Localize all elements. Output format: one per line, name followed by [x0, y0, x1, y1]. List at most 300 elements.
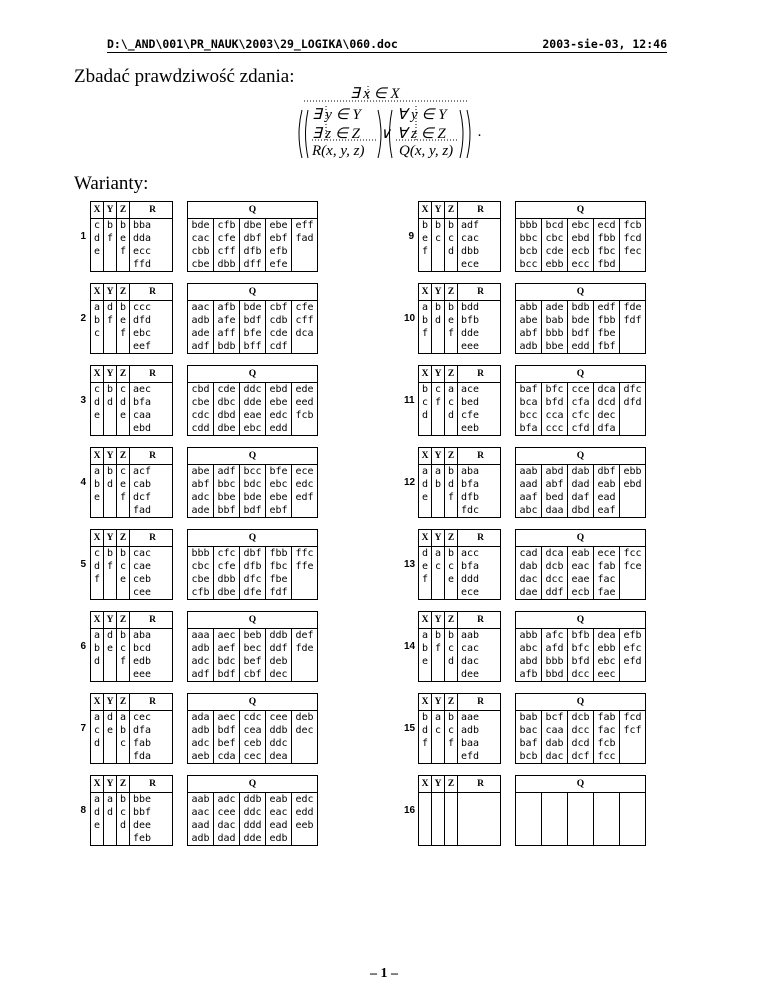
cell-y: d [104, 301, 117, 315]
cell-q: ebe [266, 219, 292, 233]
cell-z: b [445, 711, 458, 725]
cell-q: def [292, 629, 318, 643]
cell-r: bfa [458, 478, 501, 491]
spacer [173, 409, 188, 422]
cell-z: c [117, 560, 130, 573]
cell-q: afd [542, 642, 568, 655]
cell-x: c [91, 383, 104, 397]
variant-table [90, 201, 318, 272]
cell-q: bde [240, 491, 266, 504]
cell-z [445, 832, 458, 846]
cell-q: ebc [568, 219, 594, 233]
cell-x [419, 750, 432, 764]
cell-q: eae [568, 573, 594, 586]
cell-x [419, 258, 432, 272]
cell-q [292, 737, 318, 750]
cell-q: aab [188, 793, 214, 807]
cell-q: bcc [240, 465, 266, 479]
cell-r: cee [130, 586, 173, 600]
cell-q: dfb [240, 560, 266, 573]
spacer [173, 232, 188, 245]
header-q: Q [188, 448, 318, 465]
spacer [173, 819, 188, 832]
cell-x: e [91, 819, 104, 832]
header-x: X [419, 366, 432, 383]
header-q: Q [516, 202, 646, 219]
cell-q: dbf [240, 547, 266, 561]
cell-r: fda [130, 750, 173, 764]
cell-q: fcf [620, 724, 646, 737]
header-q: Q [188, 776, 318, 793]
cell-x: d [419, 547, 432, 561]
header-r: R [130, 448, 173, 465]
cell-z: b [117, 629, 130, 643]
cell-z: e [445, 314, 458, 327]
cell-y [104, 340, 117, 354]
spacer [501, 258, 516, 272]
cell-q: dbf [594, 465, 620, 479]
cell-q: dbd [568, 504, 594, 518]
table-row [419, 301, 646, 315]
spacer [501, 202, 516, 219]
cell-y [104, 737, 117, 750]
spacer [501, 612, 516, 629]
table-row [91, 819, 318, 832]
cell-r: ebd [130, 422, 173, 436]
cell-q: edc [266, 409, 292, 422]
cell-z: f [445, 327, 458, 340]
cell-y [104, 819, 117, 832]
cell-r [458, 819, 501, 832]
cell-x: a [91, 711, 104, 725]
cell-z: c [117, 806, 130, 819]
spacer [173, 327, 188, 340]
cell-q: aec [214, 629, 240, 643]
header-q: Q [188, 612, 318, 629]
cell-q: aac [188, 806, 214, 819]
header-z: Z [445, 448, 458, 465]
cell-z: d [117, 819, 130, 832]
cell-q [542, 832, 568, 846]
spacer [173, 724, 188, 737]
cell-q: cee [266, 711, 292, 725]
cell-q: caa [542, 724, 568, 737]
cell-x: d [91, 737, 104, 750]
cell-x [419, 422, 432, 436]
table-row [419, 737, 646, 750]
cell-q: fbb [594, 232, 620, 245]
table-row [91, 245, 318, 258]
cell-q: cca [542, 409, 568, 422]
cell-q: adc [188, 655, 214, 668]
spacer [501, 491, 516, 504]
logic-formula [296, 84, 496, 170]
spacer [501, 465, 516, 479]
cell-q: bcf [542, 711, 568, 725]
table-row [91, 396, 318, 409]
variant-number: 10 [404, 313, 416, 324]
cell-x [91, 832, 104, 846]
cell-r: dfd [130, 314, 173, 327]
cell-q: cdc [240, 711, 266, 725]
cell-q: fcb [620, 219, 646, 233]
cell-q: cbe [188, 396, 214, 409]
cell-q: bcb [516, 750, 542, 764]
cell-q: edf [594, 301, 620, 315]
cell-z: a [445, 383, 458, 397]
variant-6 [76, 611, 366, 685]
spacer [501, 560, 516, 573]
cell-y: a [432, 547, 445, 561]
cell-y [104, 655, 117, 668]
cell-y [432, 668, 445, 682]
cell-q: cbe [188, 258, 214, 272]
cell-q: dde [240, 396, 266, 409]
table-row [91, 258, 318, 272]
cell-r: edb [130, 655, 173, 668]
table-row [419, 832, 646, 846]
cell-x [419, 832, 432, 846]
cell-y [432, 491, 445, 504]
cell-q: aad [188, 819, 214, 832]
spacer [501, 284, 516, 301]
cell-q: dac [516, 573, 542, 586]
table-row [91, 586, 318, 600]
spacer [501, 366, 516, 383]
cell-y [104, 586, 117, 600]
cell-x [419, 340, 432, 354]
cell-q: dad [214, 832, 240, 846]
table-row [91, 668, 318, 682]
cell-x: d [91, 560, 104, 573]
variant-16 [404, 775, 694, 849]
cell-q: ada [188, 711, 214, 725]
cell-z [117, 750, 130, 764]
cell-q: ebd [266, 383, 292, 397]
cell-r: dda [130, 232, 173, 245]
cell-q: fae [594, 586, 620, 600]
cell-r: dee [458, 668, 501, 682]
cell-q [620, 737, 646, 750]
cell-q: bfa [516, 422, 542, 436]
spacer [173, 793, 188, 807]
table-row [91, 737, 318, 750]
cell-x: b [91, 314, 104, 327]
table-row [91, 573, 318, 586]
header-r: R [130, 530, 173, 547]
cell-y: c [432, 560, 445, 573]
cell-q: eab [266, 793, 292, 807]
cell-x: d [91, 806, 104, 819]
spacer [173, 668, 188, 682]
cell-r: dee [130, 819, 173, 832]
variant-table [418, 283, 646, 354]
table-row [91, 711, 318, 725]
variant-table [418, 447, 646, 518]
cell-q: dfa [594, 422, 620, 436]
cell-r: cec [130, 711, 173, 725]
header-date: 2003-sie-03, 12:46 [542, 37, 667, 51]
cell-y [432, 409, 445, 422]
cell-q: bdf [214, 724, 240, 737]
cell-q: bca [516, 396, 542, 409]
variant-number: 5 [80, 559, 86, 570]
cell-z: c [445, 560, 458, 573]
cell-q: abf [188, 478, 214, 491]
cell-r [458, 793, 501, 807]
cell-y: f [104, 560, 117, 573]
cell-q: daf [568, 491, 594, 504]
cell-q: fcb [292, 409, 318, 422]
spacer [501, 547, 516, 561]
cell-q: adb [516, 340, 542, 354]
table-row [91, 560, 318, 573]
header-q: Q [516, 694, 646, 711]
cell-r: bfa [130, 396, 173, 409]
cell-q: efd [620, 655, 646, 668]
cell-y: a [432, 465, 445, 479]
cell-q [542, 806, 568, 819]
cell-q: bdf [240, 314, 266, 327]
spacer [501, 832, 516, 846]
cell-z [445, 258, 458, 272]
header-r: R [458, 530, 501, 547]
cell-q: adb [188, 724, 214, 737]
header-x: X [91, 366, 104, 383]
spacer [501, 711, 516, 725]
cell-q: dcd [594, 396, 620, 409]
variant-12 [404, 447, 694, 521]
cell-q: fec [620, 245, 646, 258]
header-z: Z [117, 776, 130, 793]
cell-q: fcd [620, 232, 646, 245]
cell-y: d [432, 314, 445, 327]
cell-q: aaf [516, 491, 542, 504]
variant-number: 1 [80, 231, 86, 242]
cell-q: dcf [568, 750, 594, 764]
cell-z [445, 819, 458, 832]
cell-q: dbb [214, 258, 240, 272]
cell-x: d [419, 724, 432, 737]
cell-q: dcc [568, 668, 594, 682]
cell-q: edb [266, 832, 292, 846]
header-q: Q [516, 448, 646, 465]
cell-q [292, 422, 318, 436]
cell-z [445, 668, 458, 682]
cell-q: dbc [214, 396, 240, 409]
variant-table [418, 611, 646, 682]
cell-q: dca [292, 327, 318, 340]
spacer [173, 340, 188, 354]
header-y: Y [432, 284, 445, 301]
cell-q: fcd [620, 711, 646, 725]
cell-x [91, 504, 104, 518]
formula-exists-z: ∃ z ∈ Z [312, 126, 360, 142]
cell-q: bbe [214, 491, 240, 504]
cell-q: abe [188, 465, 214, 479]
cell-x [419, 668, 432, 682]
spacer [173, 560, 188, 573]
table-row [419, 629, 646, 643]
cell-y [104, 832, 117, 846]
header-z: Z [445, 776, 458, 793]
cell-y [104, 258, 117, 272]
cell-r: feb [130, 832, 173, 846]
cell-z: c [445, 724, 458, 737]
variant-7 [76, 693, 366, 767]
cell-q: adb [188, 832, 214, 846]
cell-r: acf [130, 465, 173, 479]
spacer [501, 586, 516, 600]
cell-q [594, 793, 620, 807]
formula-end-period: . [478, 124, 482, 140]
header-x: X [419, 202, 432, 219]
cell-q: afe [214, 314, 240, 327]
cell-q [292, 504, 318, 518]
cell-y: b [104, 219, 117, 233]
cell-q [568, 819, 594, 832]
formula-outer-quantifier: ∃ x ∈ X [350, 86, 400, 102]
cell-z [117, 586, 130, 600]
cell-y: b [432, 478, 445, 491]
cell-q: fab [594, 711, 620, 725]
cell-z [445, 504, 458, 518]
cell-x: c [91, 327, 104, 340]
cell-z: a [117, 711, 130, 725]
cell-q: eff [292, 219, 318, 233]
table-row [91, 340, 318, 354]
spacer [173, 642, 188, 655]
spacer [501, 409, 516, 422]
cell-y [104, 668, 117, 682]
header-z: Z [117, 530, 130, 547]
cell-x: a [419, 301, 432, 315]
header-x: X [91, 694, 104, 711]
table-row [419, 724, 646, 737]
cell-y: f [432, 642, 445, 655]
cell-x [419, 504, 432, 518]
table-row [419, 806, 646, 819]
variant-table [90, 775, 318, 846]
cell-q [292, 586, 318, 600]
cell-q: dbe [240, 219, 266, 233]
cell-q: dbd [214, 409, 240, 422]
cell-z: c [117, 642, 130, 655]
cell-q: bbb [542, 655, 568, 668]
cell-x: e [91, 409, 104, 422]
cell-q: deb [266, 655, 292, 668]
cell-q [620, 258, 646, 272]
spacer [501, 668, 516, 682]
table-row [419, 642, 646, 655]
cell-q: eac [266, 806, 292, 819]
cell-q: cde [214, 383, 240, 397]
cell-z: f [117, 655, 130, 668]
cell-q: bdf [240, 504, 266, 518]
variant-11 [404, 365, 694, 439]
cell-z: d [445, 245, 458, 258]
header-y: Y [104, 448, 117, 465]
cell-q: fbe [266, 573, 292, 586]
cell-x: b [419, 711, 432, 725]
cell-z: c [117, 383, 130, 397]
variant-number: 16 [404, 805, 416, 816]
cell-q: cfe [214, 560, 240, 573]
cell-q: cff [214, 245, 240, 258]
cell-q: ebb [594, 642, 620, 655]
cell-r: adb [458, 724, 501, 737]
cell-z: f [445, 491, 458, 504]
cell-q: fbd [594, 258, 620, 272]
cell-r: cac [458, 232, 501, 245]
spacer [173, 694, 188, 711]
cell-r: cae [130, 560, 173, 573]
cell-y [432, 258, 445, 272]
cell-x: b [91, 478, 104, 491]
cell-q: bfd [568, 655, 594, 668]
table-row [419, 750, 646, 764]
cell-q: dab [542, 737, 568, 750]
cell-z: b [117, 301, 130, 315]
cell-y: b [432, 629, 445, 643]
cell-r: ceb [130, 573, 173, 586]
spacer [173, 202, 188, 219]
variant-number: 4 [80, 477, 86, 488]
table-row [91, 504, 318, 518]
spacer [173, 737, 188, 750]
table-row [91, 422, 318, 436]
cell-q: ccc [542, 422, 568, 436]
cell-q: edd [292, 806, 318, 819]
cell-z [445, 806, 458, 819]
cell-q [516, 793, 542, 807]
cell-r: cfe [458, 409, 501, 422]
cell-q: edd [568, 340, 594, 354]
cell-q: dea [594, 629, 620, 643]
cell-q: fad [292, 232, 318, 245]
cell-x [91, 750, 104, 764]
cell-q: dbf [240, 232, 266, 245]
cell-q: bbc [214, 478, 240, 491]
cell-r: cac [130, 547, 173, 561]
cell-r: dfa [130, 724, 173, 737]
spacer [501, 383, 516, 397]
cell-q: dca [594, 383, 620, 397]
cell-q: bfe [240, 327, 266, 340]
cell-q: aec [214, 711, 240, 725]
cell-q [292, 258, 318, 272]
table-row [419, 327, 646, 340]
cell-y: f [104, 232, 117, 245]
table-row [91, 232, 318, 245]
spacer [173, 258, 188, 272]
spacer [501, 448, 516, 465]
cell-q: dac [214, 819, 240, 832]
cell-q: cdc [188, 409, 214, 422]
header-q: Q [188, 694, 318, 711]
cell-y [432, 737, 445, 750]
cell-q: bdb [568, 301, 594, 315]
cell-q: adf [188, 340, 214, 354]
cell-z: c [445, 396, 458, 409]
header-x: X [91, 202, 104, 219]
cell-x: b [91, 642, 104, 655]
cell-q [620, 819, 646, 832]
cell-z: e [117, 409, 130, 422]
cell-q: bdc [240, 478, 266, 491]
spacer [501, 573, 516, 586]
spacer [501, 750, 516, 764]
